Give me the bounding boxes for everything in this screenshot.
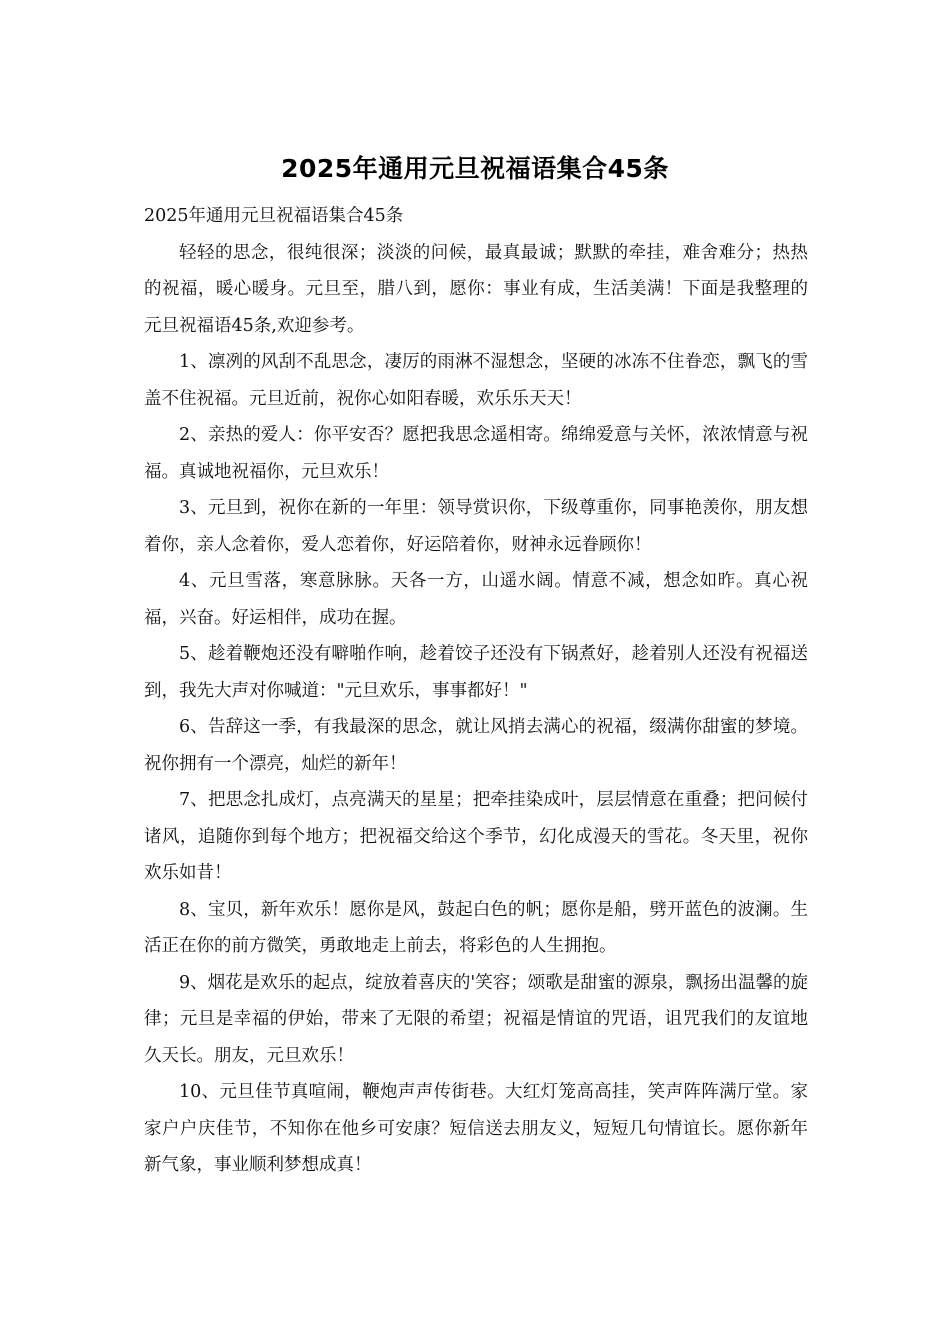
list-item: 10、元旦佳节真喧闹，鞭炮声声传街巷。大红灯笼高高挂，笑声阵阵满厅堂。家家户户庆佳节，不知你在他乡可安康？短信送去朋友义，短短几句情谊长。愿你新年新气象，事业顺利梦想成真！ [144, 1082, 808, 1175]
document-title: 2025年通用元旦祝福语集合45条 [281, 154, 669, 183]
list-item: 4、元旦雪落，寒意脉脉。天各一方，山遥水阔。情意不减，想念如昨。真心祝福，兴奋。好运相伴，成功在握。 [144, 571, 808, 628]
list-item: 3、元旦到，祝你在新的一年里：领导赏识你，下级尊重你，同事艳羡你，朋友想着你，亲人念着你，爱人恋着你，好运陪着你，财神永远眷顾你！ [144, 498, 808, 555]
list-item: 5、趁着鞭炮还没有噼啪作响，趁着饺子还没有下锅煮好，趁着别人还没有祝福送到，我先大声对你喊道："元旦欢乐，事事都好！" [144, 644, 808, 701]
list-item: 2、亲热的爱人：你平安否？愿把我思念遥相寄。绵绵爱意与关怀，浓浓情意与祝福。真诚地祝福你，元旦欢乐！ [144, 425, 808, 482]
intro-paragraph: 轻轻的思念，很纯很深；淡淡的问候，最真最诚；默默的牵挂，难舍难分；热热的祝福，暖心暖身。元旦至，腊八到，愿你：事业有成，生活美满！下面是我整理的元旦祝福语45条,欢迎参考。 [144, 242, 808, 336]
list-item: 1、凛冽的风刮不乱思念，凄厉的雨淋不湿想念，坚硬的冰冻不住眷恋，飘飞的雪盖不住祝福。元旦近前，祝你心如阳春暖，欢乐乐天天！ [144, 352, 808, 409]
list-item: 6、告辞这一季，有我最深的思念，就让风捎去满心的祝福，缀满你甜蜜的梦境。祝你拥有一个漂亮，灿烂的新年！ [144, 717, 808, 774]
document-subtitle: 2025年通用元旦祝福语集合45条 [144, 206, 404, 226]
list-item: 9、烟花是欢乐的起点，绽放着喜庆的'笑容；颂歌是甜蜜的源泉，飘扬出温馨的旋律；元旦是幸福的伊始，带来了无限的希望；祝福是情谊的咒语，诅咒我们的友谊地久天长。朋友，元旦欢乐！ [144, 972, 808, 1066]
document-body [144, 198, 808, 1184]
list-item: 7、把思念扎成灯，点亮满天的星星；把牵挂染成叶，层层情意在重叠；把问候付诸风，追随你到每个地方；把祝福交给这个季节，幻化成漫天的雪花。冬天里，祝你欢乐如昔！ [144, 790, 808, 883]
list-item: 8、宝贝，新年欢乐！愿你是风，鼓起白色的帆；愿你是船，劈开蓝色的波澜。生活正在你的前方微笑，勇敢地走上前去，将彩色的人生拥抱。 [144, 899, 808, 956]
